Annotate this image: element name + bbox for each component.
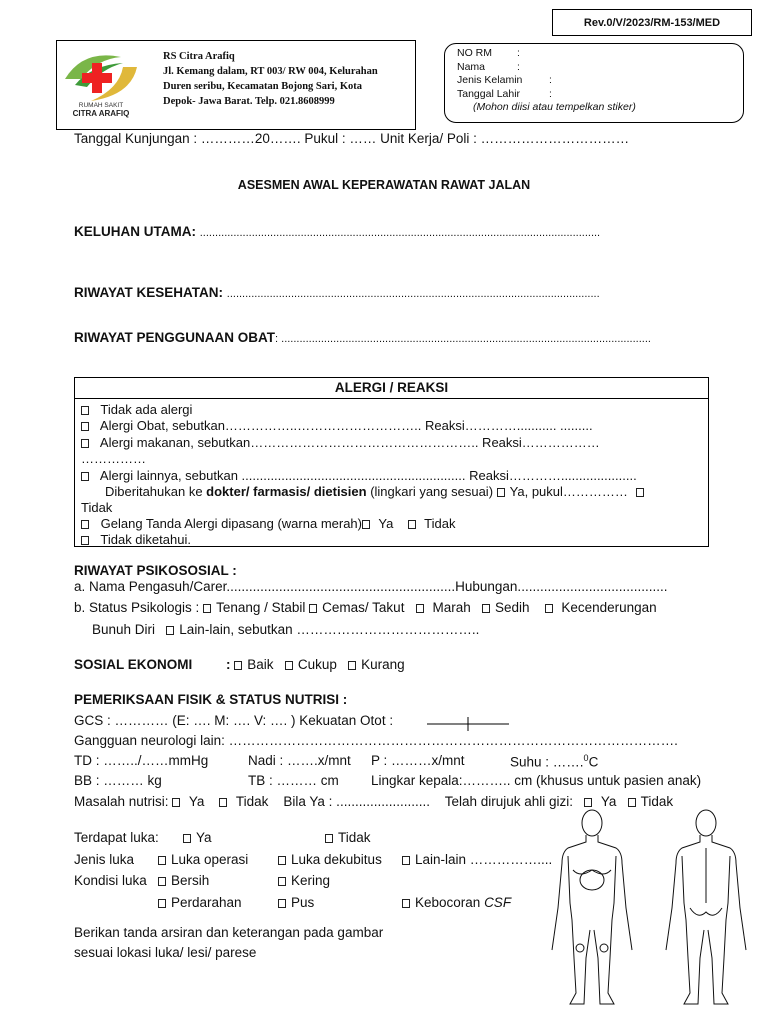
kebocoran-option (402, 895, 511, 910)
checkbox[interactable] (482, 604, 490, 613)
checkbox[interactable] (348, 661, 356, 670)
lingkar-kepala-field[interactable]: Lingkar kepala:……….. cm (khusus untuk pasien anak) (371, 773, 702, 788)
visit-line: Tanggal Kunjungan : …………20……. Pukul : …… Unit Kerja/ Poli : …………………………… (74, 131, 630, 146)
checkbox[interactable] (81, 520, 89, 529)
rujuk-no: Tidak (640, 794, 674, 809)
rujuk-yes: Ya (600, 794, 617, 809)
checkbox[interactable] (203, 604, 211, 613)
body-back-figure[interactable] (666, 810, 746, 1004)
suhu-degree: 0 (583, 753, 589, 763)
food-allergy-continuation: …………… (81, 451, 146, 466)
riwayat-obat-row (74, 330, 651, 345)
checkbox[interactable] (416, 604, 424, 613)
jenis-kelamin-label: Jenis Kelamin (457, 74, 523, 86)
luka-dekubitus-option (278, 852, 382, 867)
hospital-name: RS Citra Arafiq (163, 51, 235, 62)
wound-note-2: sesuai lokasi luka/ lesi/ parese (74, 945, 257, 960)
no-rm-label: NO RM (457, 47, 492, 59)
rujuk-gizi-label: Telah dirujuk ahli gizi: (444, 794, 574, 809)
luka-lain-option (402, 852, 552, 867)
psych-option-calm: Tenang / Stabil (216, 600, 306, 615)
riwayat-kesehatan-field[interactable]: .......................................................................................................................... (226, 288, 600, 300)
no-allergy-option: Tidak ada alergi (100, 402, 193, 417)
neuro-row[interactable]: Gangguan neurologi lain: ………………………………………………………………………………………. (74, 733, 678, 748)
sosial-option-kurang: Kurang (361, 657, 405, 672)
notified-yes: Ya, pukul…………… (509, 484, 628, 499)
luka-yes-label: Ya (196, 830, 212, 845)
bracelet-yes: Ya (378, 516, 394, 531)
food-allergy-option: Alergi makanan, sebutkan…………………………………………….. Reaksi……………… (99, 435, 600, 450)
checkbox[interactable] (285, 661, 293, 670)
sticker-note: (Mohon diisi atau tempelkan stiker) (473, 101, 636, 113)
checkbox[interactable] (81, 422, 89, 431)
psych-status-row-2 (92, 622, 479, 637)
body-diagram[interactable] (540, 808, 760, 1013)
psych-status-label: b. Status Psikologis : (74, 600, 200, 615)
luka-operasi-option (158, 852, 248, 867)
sosial-colon: : (226, 657, 231, 672)
luka-dekubitus-label: Luka dekubitus (291, 852, 382, 867)
luka-lain-label: Lain-lain …………….... (415, 852, 553, 867)
terdapat-luka-label: Terdapat luka: (74, 830, 159, 845)
kondisi-luka-label: Kondisi luka (74, 873, 147, 888)
riwayat-kesehatan-row (74, 285, 600, 300)
checkbox[interactable] (325, 834, 333, 843)
checkbox[interactable] (158, 856, 166, 865)
riwayat-obat-field[interactable]: : ......................................................................................................................... (275, 333, 651, 345)
checkbox[interactable] (309, 604, 317, 613)
psych-option-tendency: Kecenderungan (561, 600, 657, 615)
nutrisi-no: Tidak (235, 794, 269, 809)
checkbox[interactable] (81, 536, 89, 545)
fisik-title: PEMERIKSAAN FISIK & STATUS NUTRISI : (74, 692, 348, 707)
allergy-box (74, 377, 709, 547)
unknown-allergy-option: Tidak diketahui. (100, 532, 191, 547)
carer-row[interactable]: a. Nama Pengasuh/Carer.............................................................Hubungan........................................ (74, 579, 668, 594)
keluhan-label: KELUHAN UTAMA: (74, 224, 196, 239)
kering-option (278, 873, 330, 888)
psych-option-anxious: Cemas/ Takut (322, 600, 405, 615)
sosial-option-cukup: Cukup (297, 657, 337, 672)
gcs-row[interactable]: GCS : ………… (E: …. M: …. V: …. ) Kekuatan Otot : (74, 713, 394, 728)
td-field[interactable]: TD : ……../……mmHg (74, 753, 209, 768)
checkbox[interactable] (497, 488, 505, 497)
bersih-option (158, 873, 209, 888)
pus-option (278, 895, 314, 910)
allergy-bracelet-label: Gelang Tanda Alergi dipasang (warna merah) (100, 516, 362, 531)
checkbox[interactable] (636, 488, 644, 497)
checkbox[interactable] (234, 661, 242, 670)
psych-status-row (74, 600, 657, 615)
nama-label: Nama (457, 60, 486, 73)
psych-option-other: Lain-lain, sebutkan ………………………………….. (179, 622, 480, 637)
bracelet-no: Tidak (424, 516, 456, 531)
hospital-info (163, 49, 378, 109)
kering-label: Kering (291, 873, 331, 888)
riwayat-kesehatan-label: RIWAYAT KESEHATAN: (74, 285, 224, 300)
suhu-field[interactable] (510, 753, 598, 770)
svg-text:RUMAH SAKIT: RUMAH SAKIT (78, 102, 124, 109)
perdarahan-label: Perdarahan (171, 895, 242, 910)
checkbox[interactable] (81, 472, 89, 481)
luka-no-label: Tidak (338, 830, 371, 845)
checkbox[interactable] (81, 406, 89, 415)
psych-option-suicide: Bunuh Diri (92, 622, 156, 637)
nadi-field[interactable]: Nadi : …….x/mnt (248, 753, 351, 768)
bila-ya-field[interactable]: Bila Ya : ......................... (283, 794, 430, 809)
nutrisi-yes: Ya (188, 794, 205, 809)
revision-code: Rev.0/V/2023/RM-153/MED (583, 16, 721, 29)
perdarahan-option (158, 895, 242, 910)
checkbox[interactable] (584, 798, 592, 807)
notified-instruction: (lingkari yang sesuai) (366, 484, 494, 499)
checkbox[interactable] (278, 877, 286, 886)
hospital-address-2: Duren seribu, Kecamatan Bojong Sari, Kota (163, 81, 363, 92)
checkbox[interactable] (81, 439, 89, 448)
kebocoran-label: Kebocoran (415, 895, 485, 910)
bersih-label: Bersih (171, 873, 210, 888)
checkbox[interactable] (219, 798, 227, 807)
sosial-ekonomi-label: SOSIAL EKONOMI (74, 657, 193, 672)
hospital-address-3: Depok- Jawa Barat. Telp. 021.8608999 (163, 96, 335, 107)
svg-text:CITRA ARAFIQ: CITRA ARAFIQ (72, 109, 130, 118)
sosial-option-baik: Baik (247, 657, 274, 672)
checkbox[interactable] (278, 899, 286, 908)
nutrisi-label: Masalah nutrisi: (74, 794, 169, 809)
tanggal-lahir-label: Tanggal Lahir (457, 87, 521, 100)
checkbox[interactable] (158, 899, 166, 908)
luka-operasi-label: Luka operasi (171, 852, 249, 867)
notified-label: Diberitahukan ke (105, 484, 207, 499)
checkbox[interactable] (402, 856, 410, 865)
psych-option-sad: Sedih (495, 600, 530, 615)
checkbox[interactable] (628, 798, 636, 807)
riwayat-obat-label: RIWAYAT PENGGUNAAN OBAT (74, 330, 276, 345)
psych-option-angry: Marah (432, 600, 471, 615)
muscle-strength-cross-icon (427, 717, 509, 731)
checkbox[interactable] (408, 520, 416, 529)
checkbox[interactable] (545, 604, 553, 613)
other-allergy-option: Alergi lainnya, sebutkan .............................................................. Reaksi…………..................... (99, 468, 637, 483)
suhu-unit: C (588, 754, 599, 770)
allergy-title: ALERGI / REAKSI (75, 378, 708, 399)
notified-no: Tidak (81, 500, 113, 515)
p-field[interactable]: P : ………x/mnt (371, 753, 465, 768)
psikososial-title: RIWAYAT PSIKOSOSIAL : (74, 563, 237, 578)
pus-label: Pus (291, 895, 315, 910)
hospital-address-1: Jl. Kemang dalam, RT 003/ RW 004, Kelurahan (163, 66, 378, 77)
hospital-logo (61, 45, 141, 125)
tb-field[interactable]: TB : ……… cm (248, 773, 339, 788)
jenis-luka-label: Jenis luka (74, 852, 135, 867)
luka-yes-option (183, 830, 212, 845)
bb-field[interactable]: BB : ……… kg (74, 773, 162, 788)
drug-allergy-option: Alergi Obat, sebutkan……………..……………………….. Reaksi…………........... ......... (99, 418, 593, 433)
form-title: ASESMEN AWAL KEPERAWATAN RAWAT JALAN (237, 178, 531, 192)
keluhan-field[interactable]: ................................................................................................................................... (199, 227, 601, 239)
checkbox[interactable] (183, 834, 191, 843)
nutrisi-row (74, 794, 673, 809)
hospital-header (56, 40, 416, 130)
checkbox[interactable] (362, 520, 370, 529)
wound-note-1: Berikan tanda arsiran dan keterangan pada gambar (74, 925, 384, 940)
suhu-text: Suhu : ……. (510, 754, 584, 770)
patient-id-box: NO RM : Nama : Jenis Kelamin : Tanggal Lahir : (Mohon diisi atau tempelkan stiker) (444, 43, 744, 123)
csf-label: CSF (484, 895, 512, 910)
checkbox[interactable] (278, 856, 286, 865)
revision-box (552, 9, 752, 36)
body-front-figure[interactable] (552, 810, 632, 1004)
checkbox[interactable] (402, 899, 410, 908)
checkbox[interactable] (166, 626, 174, 635)
luka-no-option (325, 830, 371, 845)
sosial-ekonomi-row (74, 657, 405, 672)
checkbox[interactable] (158, 877, 166, 886)
checkbox[interactable] (172, 798, 180, 807)
notified-targets: dokter/ farmasis/ dietisien (206, 484, 367, 499)
keluhan-row (74, 224, 600, 239)
